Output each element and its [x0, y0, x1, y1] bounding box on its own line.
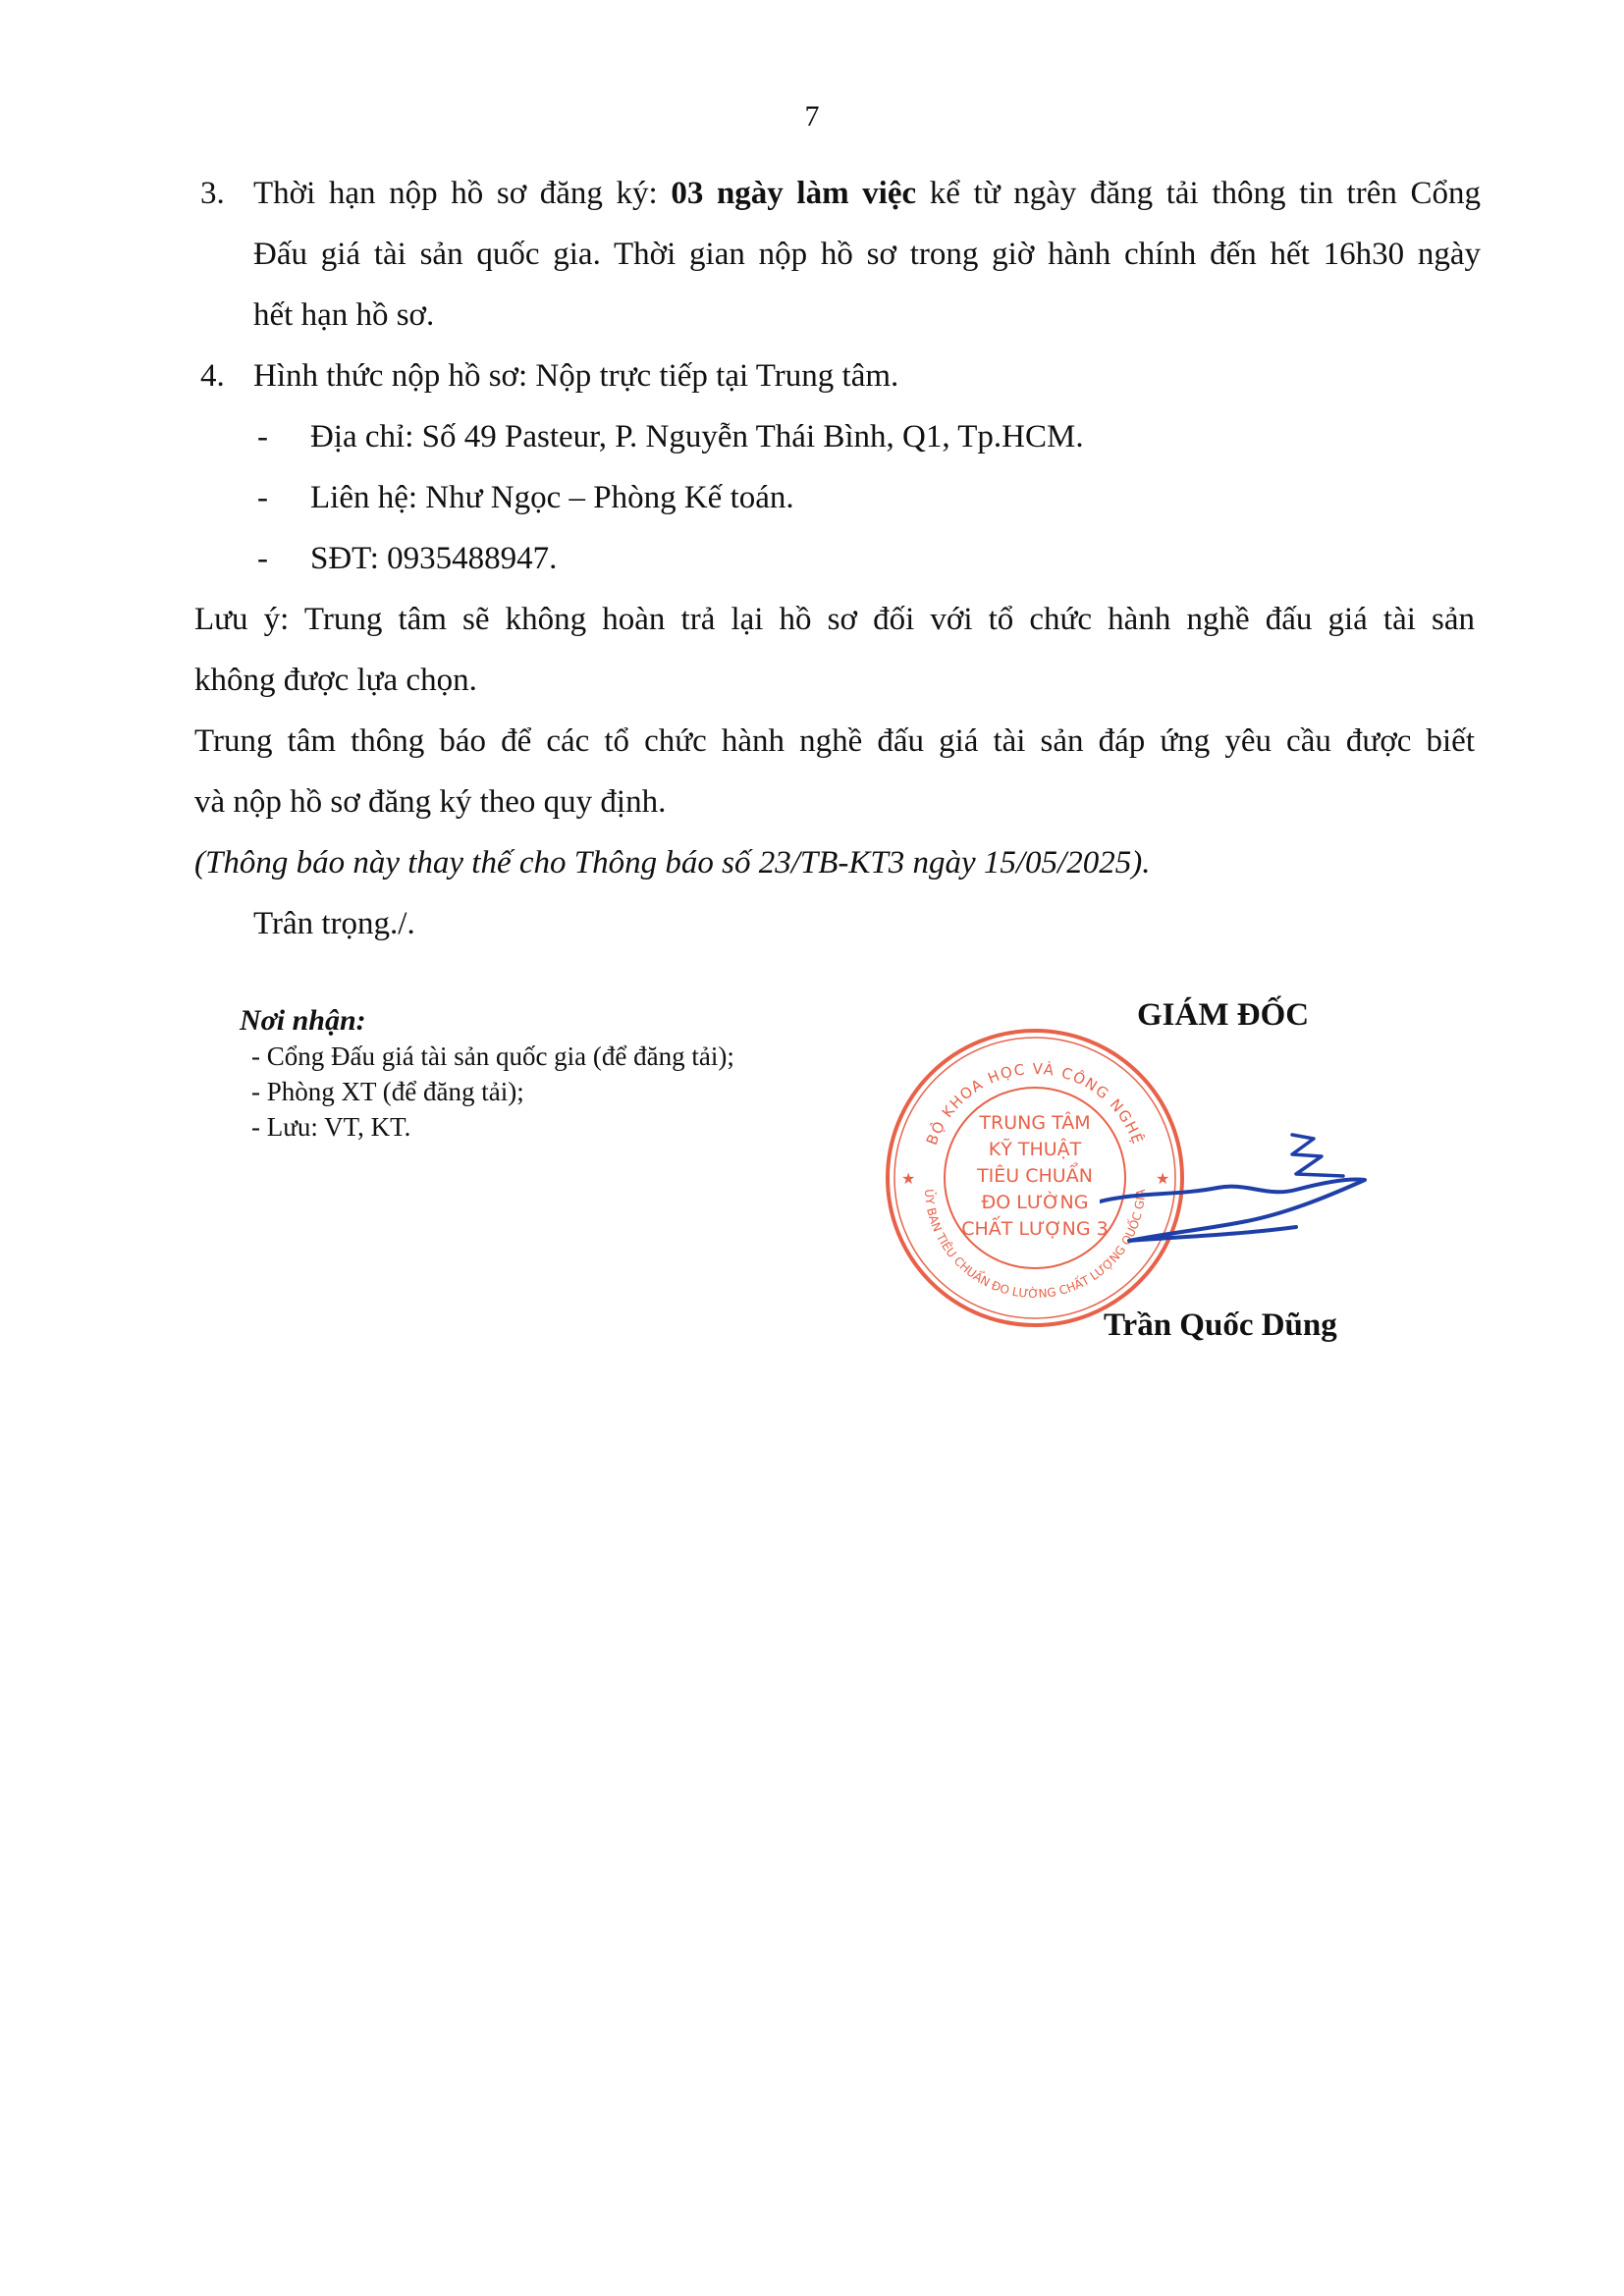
- seal-star-icon: ★: [1156, 1171, 1170, 1188]
- handwritten-signature-icon: [1100, 1119, 1384, 1276]
- seal-center-line: KỸ THUẬT: [988, 1139, 1082, 1160]
- seal-lower-text: ỦY BAN TIÊU CHUẨN ĐO LƯỜNG CHẤT LƯỢNG QUỐC GIA: [921, 1188, 1149, 1302]
- dash: -: [257, 419, 268, 454]
- item-3: [0, 163, 1624, 346]
- item-3-text-a: Thời hạn nộp hồ sơ đăng ký:: [253, 176, 672, 211]
- recipients-list: [240, 1039, 734, 1145]
- item-3-line-3: hết hạn hồ sơ.: [253, 297, 435, 333]
- dash: -: [257, 541, 268, 576]
- note-line-2: không được lựa chọn.: [194, 663, 477, 698]
- recipients: [240, 1003, 734, 1145]
- note-line-1: Lưu ý: Trung tâm sẽ không hoàn trả lại hồ sơ đối với tổ chức hành nghề đấu giá tài sản: [194, 602, 1475, 637]
- item-3-line-2: Đấu giá tài sản quốc gia. Thời gian nộp hồ sơ trong giờ hành chính đến hết 16h30 ngày: [253, 237, 1481, 272]
- announcement-line-1: Trung tâm thông báo để các tổ chức hành nghề đấu giá tài sản đáp ứng yêu cầu được biết: [194, 723, 1475, 759]
- director-title: GIÁM ĐỐC: [1137, 997, 1310, 1033]
- recipient-item: - Lưu: VT, KT.: [251, 1112, 411, 1142]
- detail-contact-text: Liên hệ: Như Ngọc – Phòng Kế toán.: [310, 480, 794, 515]
- seal-center-line: TIÊU CHUẨN: [977, 1165, 1093, 1187]
- detail-phone-text: SĐT: 0935488947.: [310, 541, 558, 576]
- signer-name: Trần Quốc Dũng: [1104, 1308, 1337, 1343]
- closing: Trân trọng./.: [253, 906, 415, 941]
- item-3-text-b: kể từ ngày đăng tải thông tin trên Cổng: [916, 176, 1481, 211]
- announcement-line-2: và nộp hồ sơ đăng ký theo quy định.: [194, 784, 667, 820]
- seal-center-line: CHẤT LƯỢNG 3: [961, 1218, 1109, 1240]
- item-3-deadline: 03 ngày làm việc: [671, 176, 917, 211]
- page-number: 7: [804, 100, 820, 133]
- recipients-title: Nơi nhận:: [240, 1004, 366, 1037]
- item-3-number: 3.: [200, 176, 225, 211]
- item-4: [0, 346, 1624, 406]
- recipient-item: - Cổng Đấu giá tài sản quốc gia (để đăng tải);: [251, 1041, 734, 1071]
- item-3-line-1: [253, 163, 1481, 224]
- replacement-note: (Thông báo này thay thế cho Thông báo số 23/TB-KT3 ngày 15/05/2025).: [194, 845, 1151, 881]
- recipient-item: - Phòng XT (để đăng tải);: [251, 1077, 524, 1106]
- seal-star-icon: ★: [901, 1171, 916, 1188]
- seal-outer-text: BỘ KHOA HỌC VÀ CÔNG NGHỆ: [922, 1059, 1148, 1148]
- detail-address-text: Địa chỉ: Số 49 Pasteur, P. Nguyễn Thái Bình, Q1, Tp.HCM.: [310, 419, 1084, 454]
- item-4-text: Hình thức nộp hồ sơ: Nộp trực tiếp tại Trung tâm.: [253, 358, 899, 394]
- dash: -: [257, 480, 268, 515]
- seal-center-line: TRUNG TÂM: [979, 1112, 1091, 1134]
- item-4-number: 4.: [200, 358, 225, 394]
- seal-center-line: ĐO LƯỜNG: [981, 1192, 1089, 1213]
